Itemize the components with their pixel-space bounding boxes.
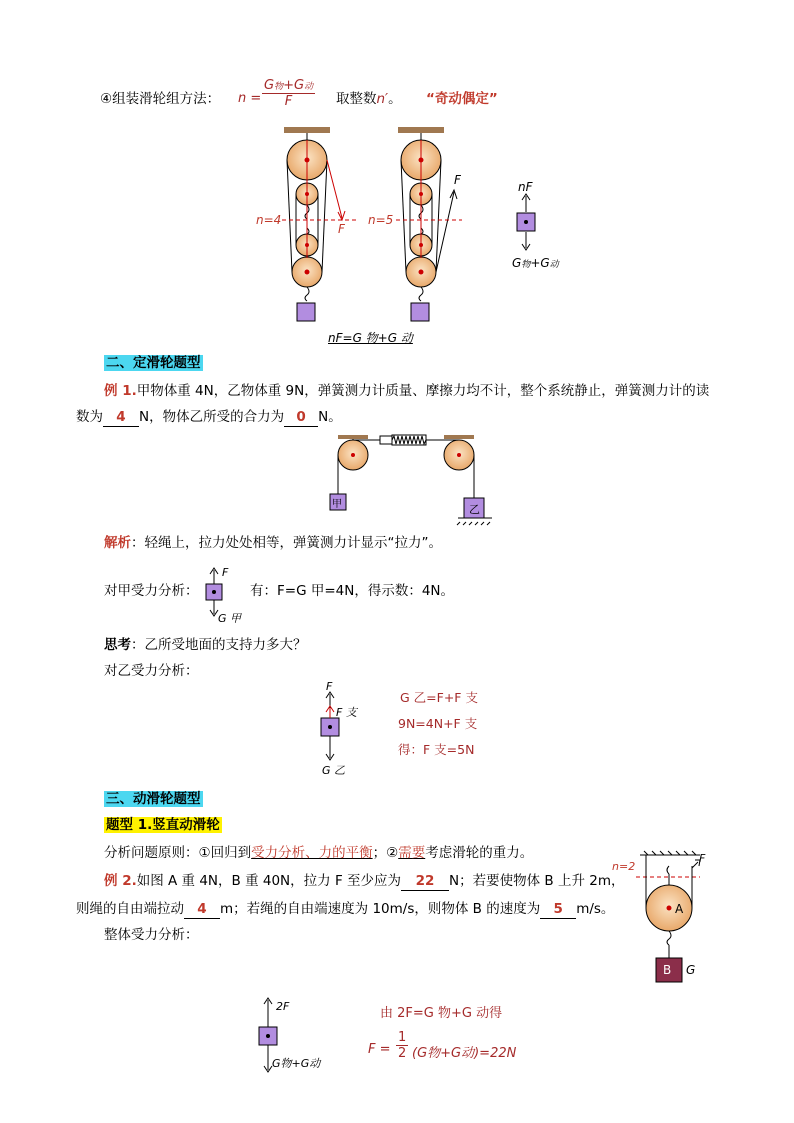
yi-analysis-label: 对乙受力分析：	[104, 663, 199, 679]
jia-result: 有：F=G 甲=4N，得示数：4N。	[250, 583, 455, 599]
example2-line1: 例 2.如图 A 重 4N，B 重 40N，拉力 F 至少应为 22 N；若要使物体 B 上升 2m，	[104, 873, 625, 889]
equation-line-1: 由 2F=G 物+G 动得	[380, 1006, 503, 1021]
answer-blank-4: 4	[184, 900, 220, 919]
yi-f-label: F	[326, 680, 333, 693]
n5-label: n=5	[368, 213, 394, 227]
yi-label: 乙	[469, 503, 480, 516]
n2-label: n=2	[612, 860, 636, 873]
block-g-label: G	[686, 963, 696, 977]
force-f-label-2: F	[454, 173, 461, 187]
answer-blank-1: 4	[103, 408, 139, 427]
nf-label: nF	[518, 180, 533, 194]
jia-label: 甲	[332, 499, 342, 510]
force-f-label-1: F	[338, 222, 345, 236]
answer-blank-5: 5	[540, 900, 576, 919]
yi-g-label: G 乙	[322, 764, 346, 777]
yi-equation-3: 得：F 支=5N	[398, 742, 475, 757]
jia-g-label: G 甲	[218, 612, 242, 625]
g-sum-label-2: G物+G动	[272, 1057, 321, 1070]
take-integer: 取整数n′。	[336, 91, 402, 107]
answer-blank-2: 0	[284, 408, 318, 427]
pulley-a-label: A	[675, 902, 684, 916]
answer-blank-3: 22	[401, 872, 449, 891]
section3-subheading: 题型 1.竖直动滑轮	[106, 817, 220, 833]
pulley-f-label: F	[699, 852, 706, 865]
assembly-method-label: ④组装滑轮组方法：	[100, 91, 221, 107]
example2-line2: 则绳的自由端拉动 4 m；若绳的自由端速度为 10m/s，则物体 B 的速度为 5 m/s。	[76, 901, 615, 917]
g-sum-label: G物+G动	[512, 256, 559, 270]
principle-line: 分析问题原则：①回归到受力分析、力的平衡；②需要考虑滑轮的重力。	[104, 845, 534, 861]
example1-line1: 例 1.甲物体重 4N，乙物体重 9N，弹簧测力计质量、摩擦力均不计，整个系统静止，弹簧测力计的读	[104, 383, 710, 399]
analysis-line: 解析：轻绳上，拉力处处相等，弹簧测力计显示“拉力”。	[104, 535, 442, 551]
n4-label: n=4	[256, 213, 282, 227]
odd-even-motto: “奇动偶定”	[426, 91, 498, 107]
section3-heading: 三、动滑轮题型	[106, 791, 201, 807]
jia-analysis-label: 对甲受力分析：	[104, 583, 199, 599]
section2-heading: 二、定滑轮题型	[106, 355, 201, 371]
yi-equation-1: G 乙=F+F 支	[400, 690, 478, 705]
example1-line2: 数为 4 N，物体乙所受的合力为 0 N。	[76, 409, 342, 425]
overall-analysis-label: 整体受力分析：	[104, 927, 199, 943]
two-f-label: 2F	[276, 1000, 290, 1013]
think-line: 思考：乙所受地面的支持力多大？	[104, 637, 307, 653]
jia-f-label: F	[222, 566, 229, 579]
block-b-label: B	[663, 963, 672, 977]
yi-equation-2: 9N=4N+F 支	[398, 716, 478, 731]
yi-fzhi-label: F 支	[336, 706, 357, 719]
nf-caption: nF=G 物+G 动	[328, 331, 413, 345]
